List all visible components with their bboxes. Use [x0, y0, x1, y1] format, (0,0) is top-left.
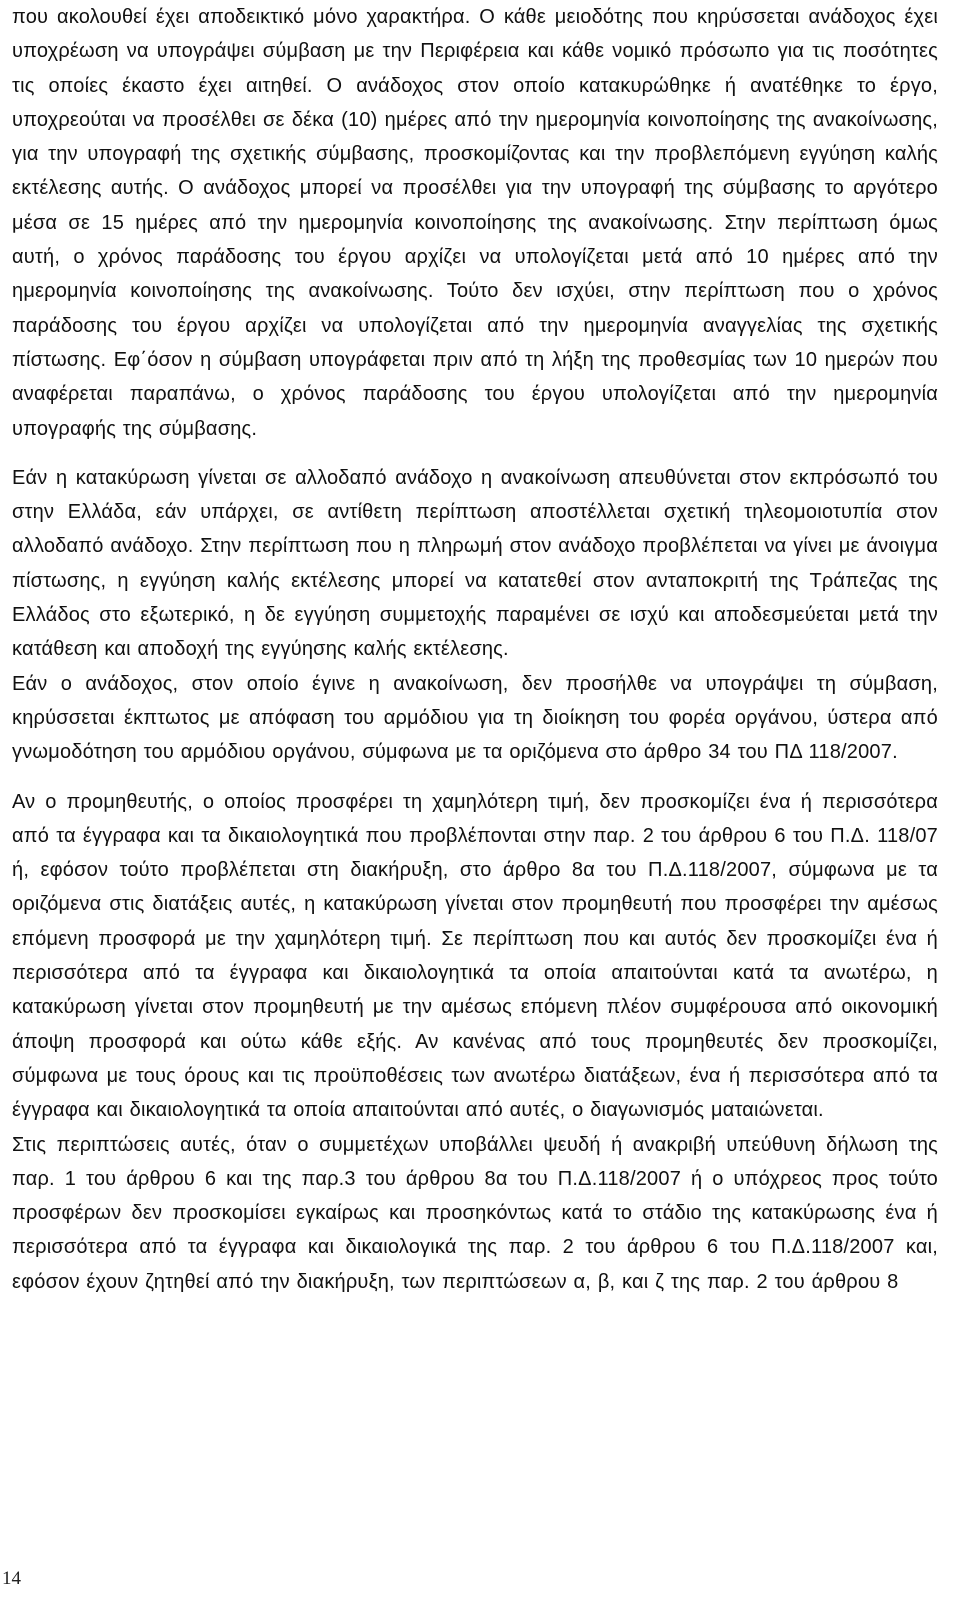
paragraph-false-declaration: Στις περιπτώσεις αυτές, όταν ο συμμετέχων υποβάλλει ψευδή ή ανακριβή υπεύθυνη δήλωση της παρ. 1 του άρθρου 6 και της παρ.3 του άρθρου 8α του Π.Δ.118/2007 ή ο υπόχρεος προς τούτο προσφέρων δεν προσκομίσει εγκαίρως και προσηκόντως κατά το στάδιο της κατακύρωσης ένα ή περισσότερα από τα έγγραφα και δικαιολογικά της παρ. 2 του άρθρου 6 του Π.Δ.118/2007 και, εφόσον έχουν ζητηθεί από την διακήρυξη, των περιπτώσεων α, β, και ζ της παρ. 2 του άρθρου 8	[12, 1133, 938, 1293]
document-body	[12, 0, 938, 1299]
paragraph-contract-signing: που ακολουθεί έχει αποδεικτικό μόνο χαρακτήρα. Ο κάθε μειοδότης που κηρύσσεται ανάδοχος έχει υποχρέωση να υπογράψει σύμβαση με την Περιφέρεια και κάθε νομικό πρόσωπο για τις ποσότητες τις οποίες έκαστο έχει αιτηθεί. Ο ανάδοχος στον οποίο κατακυρώθηκε ή ανατέθηκε το έργο, υποχρεούται να προσέλθει σε δέκα (10) ημέρες από την ημερομηνία κοινοποίησης της ανακοίνωσης, για την υπογραφή της σχετικής σύμβασης, προσκομίζοντας και την προβλεπόμενη εγγύηση καλής εκτέλεσης αυτής. Ο ανάδοχος μπορεί να προσέλθει για την υπογραφή της σύμβασης το αργότερο μέσα σε 15 ημέρες από την ημερομηνία κοινοποίησης της ανακοίνωσης. Στην περίπτωση όμως αυτή, ο χρόνος παράδοσης του έργου αρχίζει να υπολογίζεται μετά από 10 ημέρες από την ημερομηνία κοινοποίησης της ανακοίνωσης. Τούτο δεν ισχύει, στην περίπτωση που ο χρόνος παράδοσης του έργου αρχίζει να υπολογίζεται από την ημερομηνία αναγγελίας της σχετικής πίστωσης. Εφ΄όσον η σύμβαση υπογράφεται πριν από τη λήξη της προθεσμίας των 10 ημερών που αναφέρεται παραπάνω, ο χρόνος παράδοσης του έργου υπολογίζεται από την ημερομηνία υπογραφής της σύμβασης.	[12, 6, 938, 440]
paragraph-foreign-contractor: Εάν η κατακύρωση γίνεται σε αλλοδαπό ανάδοχο η ανακοίνωση απευθύνεται στον εκπρόσωπό του στην Ελλάδα, εάν υπάρχει, σε αντίθετη περίπτωση αποστέλλεται σχετική τηλεομοιοτυπία στον αλλοδαπό ανάδοχο. Στην περίπτωση που η πληρωμή στον ανάδοχο προβλέπεται να γίνει με άνοιγμα πίστωσης, η εγγύηση καλής εκτέλεσης μπορεί να κατατεθεί στον ανταποκριτή της Τράπεζας της Ελλάδος στο εξωτερικό, η δε εγγύηση συμμετοχής παραμένει σε ισχύ και αποδεσμεύεται μετά την κατάθεση και αποδοχή της εγγύησης καλής εκτέλεσης.	[12, 466, 938, 661]
paragraph-contractor-forfeiture: Εάν ο ανάδοχος, στον οποίο έγινε η ανακοίνωση, δεν προσήλθε να υπογράψει τη σύμβαση, κηρύσσεται έκπτωτος με απόφαση του αρμόδιου για τη διοίκηση του φορέα οργάνου, ύστερα από γνωμοδότηση του αρμόδιου οργάνου, σύμφωνα με τα οριζόμενα στο άρθρο 34 του ΠΔ 118/2007.	[12, 672, 938, 764]
page-number: 14	[2, 1568, 21, 1589]
paragraph-supplier-documents: Αν ο προμηθευτής, ο οποίος προσφέρει τη χαμηλότερη τιμή, δεν προσκομίζει ένα ή περισσότερα από τα έγγραφα και τα δικαιολογητικά που προβλέπονται στην παρ. 2 του άρθρου 6 του Π.Δ. 118/07 ή, εφόσον τούτο προβλέπεται στη διακήρυξη, στο άρθρο 8α του Π.Δ.118/2007, σύμφωνα με τα οριζόμενα στις διατάξεις αυτές, η κατακύρωση γίνεται στον προμηθευτή που προσφέρει την αμέσως επόμενη προσφορά με την χαμηλότερη τιμή. Σε περίπτωση που και αυτός δεν προσκομίζει ένα ή περισσότερα από τα έγγραφα και δικαιολογητικά τα οποία απαιτούνται κατά τα ανωτέρω, η κατακύρωση γίνεται στον προμηθευτή με την αμέσως επόμενη πλέον συμφέρουσα από οικονομική άποψη προσφορά και ούτω κάθε εξής. Αν κανένας από τους προμηθευτές δεν προσκομίζει, σύμφωνα με τους όρους και τις προϋποθέσεις των ανωτέρω διατάξεων, ένα ή περισσότερα από τα έγγραφα και δικαιολογητικά τα οποία απαιτούνται από αυτές, ο διαγωνισμός ματαιώνεται.	[12, 790, 938, 1122]
